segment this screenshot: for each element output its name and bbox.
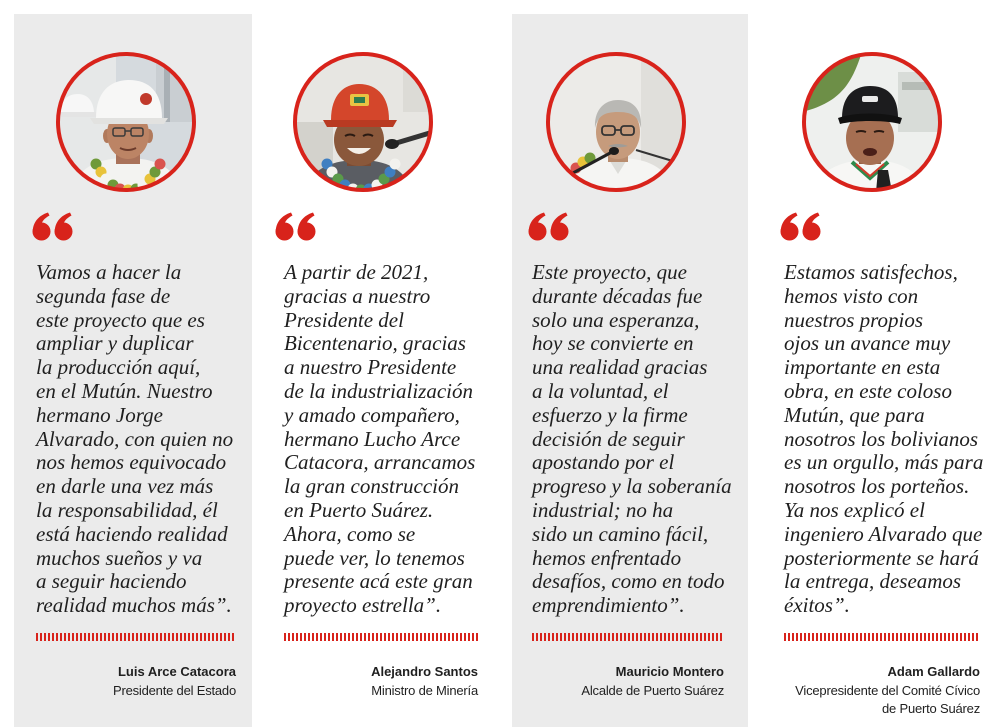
speaker-role-line: Ministro de Minería [371, 683, 478, 698]
quote-line: Catacora, arrancamos [284, 450, 476, 475]
quote-line: una realidad gracias [532, 355, 708, 380]
quote-line: hoy se convierte en [532, 331, 694, 356]
quote-line: Alvarado, con quien no [36, 426, 234, 451]
quote-line: emprendimiento”. [532, 593, 685, 618]
quote-line: importante en esta [784, 355, 941, 380]
quote-line: industrial; no ha [532, 497, 674, 522]
quote-line: es un orgullo, más para [784, 450, 984, 475]
quote-line: Vamos a hacer la [36, 260, 182, 284]
quote-line: y amado compañero, [284, 402, 460, 427]
speaker-role [532, 682, 724, 700]
quote-line: Ya nos explicó el [784, 497, 925, 522]
quote-line: éxitos”. [784, 593, 850, 618]
quote-line: puede ver, lo tenemos [284, 545, 465, 570]
quote-line: segunda fase de [36, 283, 171, 308]
quote-line: en el Mutún. Nuestro [36, 378, 213, 403]
quote-line: sido un camino fácil, [532, 521, 709, 546]
quote-text [784, 261, 983, 618]
quote-line: Presidente del [284, 307, 404, 332]
quote-line: esfuerzo y la firme [532, 402, 688, 427]
quote-line: la gran construcción [284, 474, 459, 499]
quote-line: decisión de seguir [532, 426, 685, 451]
quote-line: a seguir haciendo [36, 569, 187, 594]
portrait-photo [293, 52, 433, 192]
dashed-divider [284, 633, 478, 641]
quote-text [36, 261, 233, 618]
quote-line: Estamos satisfechos, [784, 260, 958, 284]
quote-line: a la voluntad, el [532, 378, 669, 403]
speaker-role-line: Presidente del Estado [113, 683, 236, 698]
quote-open-icon [528, 212, 570, 241]
speaker-name: Adam Gallardo [887, 664, 980, 679]
quote-line: Bicentenario, gracias [284, 331, 466, 356]
speaker-role-line: Vicepresidente del Comité Cívico [795, 683, 980, 698]
quote-line: en darle una vez más [36, 474, 214, 499]
quote-card-4 [748, 14, 1003, 727]
quote-line: ojos un avance muy [784, 331, 951, 356]
quote-card-1 [14, 14, 252, 727]
dashed-divider [784, 633, 980, 641]
quote-line: A partir de 2021, [284, 260, 429, 284]
quote-line: hemos enfrentado [532, 545, 682, 570]
quote-line: a nuestro Presidente [284, 355, 457, 380]
quote-line: posteriormente se hará [784, 545, 979, 570]
quote-line: nosotros los porteños. [784, 474, 970, 499]
quote-line: la entrega, deseamos [784, 569, 962, 594]
quote-line: hermano Lucho Arce [284, 426, 461, 451]
quote-line: presente acá este gran [284, 569, 473, 594]
quote-line: progreso y la soberanía [532, 474, 732, 499]
quote-card-2 [252, 14, 512, 727]
quote-line: solo una esperanza, [532, 307, 700, 332]
quote-card-3 [512, 14, 748, 727]
quote-text [532, 261, 732, 618]
dashed-divider [36, 633, 236, 641]
quote-line: ampliar y duplicar [36, 331, 194, 356]
quote-line: está haciendo realidad [36, 521, 228, 546]
quote-line: la producción aquí, [36, 355, 201, 380]
portrait-photo [546, 52, 686, 192]
quote-line: realidad muchos más”. [36, 593, 232, 618]
quote-line: muchos sueños y va [36, 545, 203, 570]
speaker-name: Alejandro Santos [371, 664, 478, 679]
dashed-divider [532, 633, 724, 641]
speaker-name: Mauricio Montero [615, 664, 724, 679]
quote-line: ingeniero Alvarado que [784, 521, 983, 546]
speaker-role [784, 682, 980, 718]
quote-open-icon [780, 212, 822, 241]
quote-line: nosotros los bolivianos [784, 426, 979, 451]
speaker-role [284, 682, 478, 700]
quote-line: la responsabilidad, él [36, 497, 218, 522]
portrait-photo [56, 52, 196, 192]
quote-line: obra, en este coloso [784, 378, 952, 403]
quote-line: Este proyecto, que [532, 260, 687, 284]
quote-open-icon [32, 212, 74, 241]
speaker-name: Luis Arce Catacora [117, 664, 236, 679]
quote-line: este proyecto que es [36, 307, 205, 332]
portrait-photo [802, 52, 942, 192]
quote-line: en Puerto Suárez. [284, 497, 434, 522]
quote-line: durante décadas fue [532, 283, 703, 308]
quote-line: proyecto estrella”. [284, 593, 442, 618]
quote-line: nos hemos equivocado [36, 450, 227, 475]
quote-open-icon [275, 212, 317, 241]
speaker-role-line: Alcalde de Puerto Suárez [581, 683, 724, 698]
quote-line: desafíos, como en todo [532, 569, 725, 594]
speaker-role [36, 682, 236, 700]
quote-line: Ahora, como se [284, 521, 416, 546]
quote-line: hemos visto con [784, 283, 919, 308]
quote-line: nuestros propios [784, 307, 924, 332]
quote-line: Mutún, que para [784, 402, 925, 427]
quote-line: apostando por el [532, 450, 675, 475]
speaker-role-line: de Puerto Suárez [882, 701, 980, 716]
quote-line: hermano Jorge [36, 402, 163, 427]
quote-line: gracias a nuestro [284, 283, 431, 308]
quote-line: de la industrialización [284, 378, 473, 403]
quote-text [284, 261, 475, 618]
